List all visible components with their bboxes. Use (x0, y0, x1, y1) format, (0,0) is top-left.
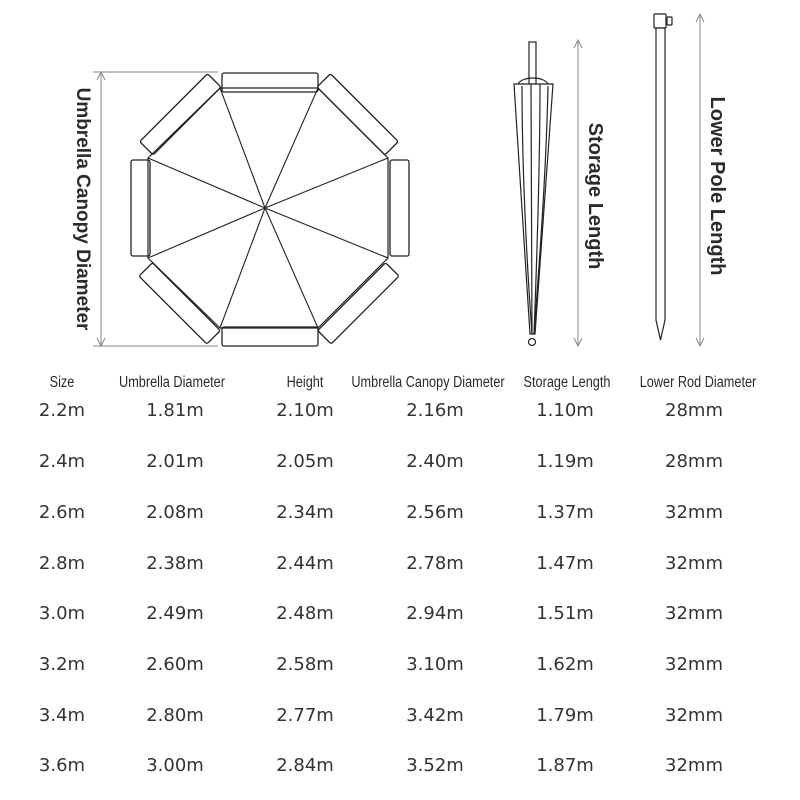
header-storage-length: Storage Length (523, 374, 611, 391)
cell-height: 2.44m (276, 553, 334, 574)
size-spec-table (0, 366, 800, 800)
cell-size: 3.6m (38, 755, 86, 776)
umbrella-dimension-diagram (0, 0, 800, 370)
cell-canopy-diameter: 2.78m (406, 553, 464, 574)
cell-canopy-diameter: 2.56m (406, 502, 464, 523)
header-umbrella-diameter: Umbrella Diameter (119, 374, 225, 391)
cell-umbrella-diameter: 1.81m (146, 400, 204, 421)
canopy-top-view (131, 73, 409, 346)
cell-size: 2.2m (38, 400, 86, 421)
cell-lower-rod-diameter: 32mm (665, 553, 723, 574)
cell-umbrella-diameter: 2.80m (146, 705, 204, 726)
cell-canopy-diameter: 3.42m (406, 705, 464, 726)
cell-umbrella-diameter: 2.08m (146, 502, 204, 523)
header-size: Size (49, 374, 75, 391)
cell-canopy-diameter: 2.16m (406, 400, 464, 421)
cell-storage-length: 1.79m (536, 705, 594, 726)
header-canopy-diameter: Umbrella Canopy Diameter (351, 374, 505, 391)
cell-lower-rod-diameter: 28mm (665, 451, 723, 472)
cell-lower-rod-diameter: 28mm (665, 400, 723, 421)
cell-lower-rod-diameter: 32mm (665, 603, 723, 624)
cell-storage-length: 1.87m (536, 755, 594, 776)
folded-umbrella-illustration (514, 42, 553, 346)
cell-storage-length: 1.47m (536, 553, 594, 574)
cell-storage-length: 1.10m (536, 400, 594, 421)
cell-size: 3.4m (38, 705, 86, 726)
header-lower-rod-diameter: Lower Rod Diameter (639, 374, 757, 391)
cell-height: 2.84m (276, 755, 334, 776)
cell-lower-rod-diameter: 32mm (665, 705, 723, 726)
cell-canopy-diameter: 2.94m (406, 603, 464, 624)
cell-canopy-diameter: 3.10m (406, 654, 464, 675)
header-height: Height (286, 374, 324, 391)
cell-storage-length: 1.19m (536, 451, 594, 472)
cell-height: 2.34m (276, 502, 334, 523)
cell-height: 2.05m (276, 451, 334, 472)
cell-lower-rod-diameter: 32mm (665, 654, 723, 675)
storage-dimension-line (574, 40, 582, 346)
storage-length-label: Storage Length (584, 122, 606, 270)
lower-pole-length-label: Lower Pole Length (706, 96, 728, 276)
lower-pole-illustration (654, 14, 672, 340)
cell-umbrella-diameter: 2.60m (146, 654, 204, 675)
cell-canopy-diameter: 3.52m (406, 755, 464, 776)
cell-height: 2.10m (276, 400, 334, 421)
cell-height: 2.77m (276, 705, 334, 726)
cell-storage-length: 1.51m (536, 603, 594, 624)
cell-lower-rod-diameter: 32mm (665, 755, 723, 776)
cell-canopy-diameter: 2.40m (406, 451, 464, 472)
cell-umbrella-diameter: 3.00m (146, 755, 204, 776)
cell-size: 2.8m (38, 553, 86, 574)
cell-size: 2.4m (38, 451, 86, 472)
cell-storage-length: 1.37m (536, 502, 594, 523)
cell-umbrella-diameter: 2.01m (146, 451, 204, 472)
cell-height: 2.48m (276, 603, 334, 624)
cell-size: 3.2m (38, 654, 86, 675)
lower-pole-dimension-line (696, 14, 704, 346)
cell-height: 2.58m (276, 654, 334, 675)
cell-size: 3.0m (38, 603, 86, 624)
canopy-diameter-label: Umbrella Canopy Diameter (72, 87, 93, 331)
cell-umbrella-diameter: 2.38m (146, 553, 204, 574)
cell-umbrella-diameter: 2.49m (146, 603, 204, 624)
canopy-dimension-line (93, 72, 218, 346)
cell-storage-length: 1.62m (536, 654, 594, 675)
cell-lower-rod-diameter: 32mm (665, 502, 723, 523)
cell-size: 2.6m (38, 502, 86, 523)
